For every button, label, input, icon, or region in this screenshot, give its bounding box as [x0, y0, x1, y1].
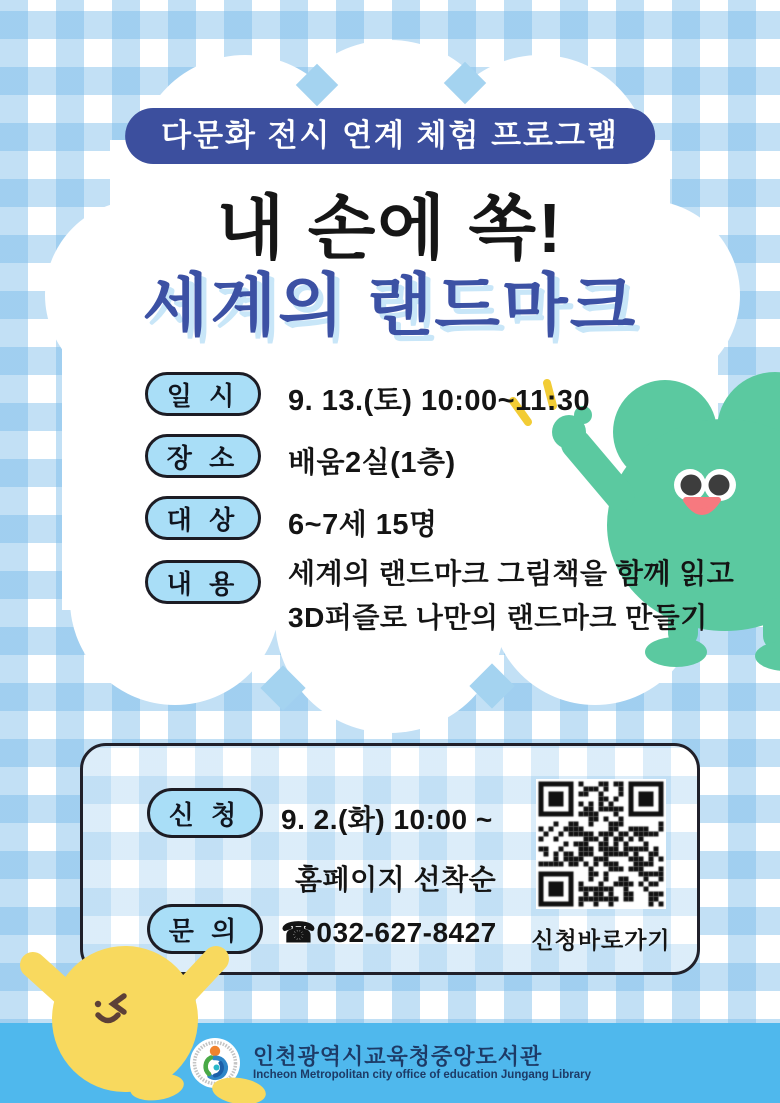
value-datetime: 9. 13.(토) 10:00~11:30 — [288, 385, 591, 417]
label-pill-content: 내 용 — [145, 560, 261, 604]
program-badge: 다문화 전시 연계 체험 프로그램 — [125, 108, 655, 164]
heart-arm — [576, 444, 620, 496]
label-pill-apply: 신 청 — [147, 788, 263, 838]
value-content-line1: 세계의 랜드마크 그림책을 함께 읽고 — [288, 558, 735, 589]
footer-org-english: Incheon Metropolitan city office of education Jungang Library — [253, 1069, 591, 1082]
yellow-character-illustration — [20, 925, 330, 1103]
label-pill-contact: 문 의 — [147, 904, 263, 954]
value-target: 6~7세 15명 — [288, 509, 438, 541]
label-pill-target: 대 상 — [145, 496, 261, 540]
poster-title-line2: 세계의 랜드마크 — [142, 268, 638, 344]
label-pill-place: 장 소 — [145, 434, 261, 478]
heart-mouth — [686, 500, 718, 512]
qr-code[interactable] — [536, 779, 666, 909]
value-apply-method: 홈페이지 선착순 — [295, 864, 497, 895]
qr-block — [521, 779, 681, 955]
value-contact-phone: ☎032-627-8427 — [281, 917, 497, 948]
value-place: 배움2실(1층) — [288, 447, 456, 479]
label-pill-datetime: 일 시 — [145, 372, 261, 416]
value-content-line2: 3D퍼즐로 나만의 랜드마크 만들기 — [288, 602, 708, 633]
qr-caption: 신청바로가기 — [531, 927, 671, 953]
value-apply-date: 9. 2.(화) 10:00 ~ — [281, 804, 493, 835]
poster-title-line1: 내 손에 쏙! — [216, 189, 564, 267]
footer-org-korean: 인천광역시교육청중앙도서관 — [253, 1043, 543, 1069]
